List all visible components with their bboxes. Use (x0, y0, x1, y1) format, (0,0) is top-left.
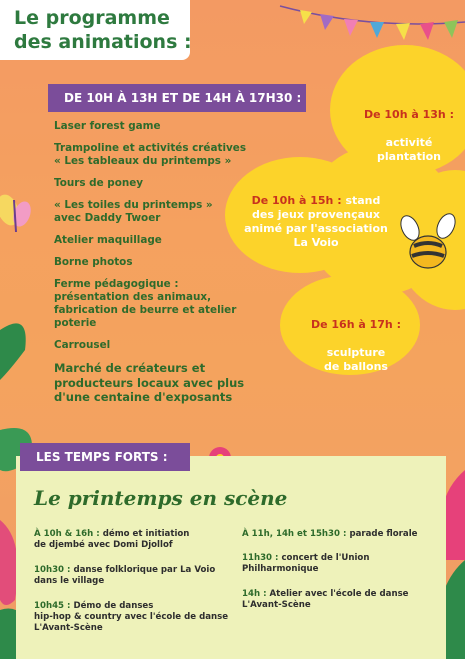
highlights-banner: LES TEMPS FORTS : (20, 443, 190, 471)
highlights-title: Le printemps en scène (34, 486, 288, 510)
event-item (34, 554, 234, 587)
leaf-shape (0, 323, 26, 380)
flower-item-ballons (296, 304, 416, 374)
event-text: concert de l'Union Philharmonique (242, 553, 370, 574)
event-text: Démo de danses hip-hop & country avec l'école de danse L'Avant-Scène (34, 601, 229, 633)
flower-item-plantation (350, 94, 465, 164)
bunting-flag (396, 23, 410, 40)
event-item (242, 578, 442, 611)
event-time: 14h : (242, 589, 267, 599)
event-item (242, 542, 442, 575)
event-item (34, 518, 234, 551)
flower-item-text: stand des jeux provençaux animé par l'association La Voio (244, 194, 388, 249)
butterfly-illustration (0, 192, 34, 232)
event-time: 10h30 : (34, 565, 71, 575)
flower-item-text: activité plantation (377, 136, 441, 163)
event-time: À 11h, 14h et 15h30 : (242, 529, 347, 539)
activity-list (54, 120, 300, 414)
list-item: Laser forest game (54, 120, 161, 132)
list-item: « Les toiles du printemps » avec Daddy Twoer (54, 199, 213, 224)
flower-item-text: sculpture de ballons (324, 346, 388, 373)
event-time: À 10h & 16h : (34, 529, 100, 539)
event-text: démo et initiation de djembé avec Domi Djollof (34, 529, 190, 550)
bunting-flag (444, 20, 458, 38)
event-item (34, 590, 244, 634)
bunting-flag (300, 10, 312, 24)
flower-item-time: De 10h à 13h : (363, 108, 454, 121)
bunting-flag (420, 22, 434, 40)
list-item: Tours de poney (54, 177, 144, 189)
flower-item-time: De 10h à 15h : (251, 194, 342, 207)
event-text: danse folklorique par La Voio dans le village (34, 565, 216, 586)
flower-item-jeux (236, 180, 396, 250)
list-item: Borne photos (54, 256, 133, 268)
page-title: Le programme des animations : (14, 7, 192, 53)
bunting-flag (370, 22, 384, 38)
hours-banner: DE 10H À 13H ET DE 14H À 17H30 : (48, 84, 306, 112)
event-text: parade florale (346, 529, 418, 539)
list-item: Trampoline et activités créatives « Les tableaux du printemps » (54, 142, 247, 167)
flower-item-time: De 16h à 17h : (310, 318, 401, 331)
list-item: Marché de créateurs et producteurs locaux avec plus d'une centaine d'exposants (54, 361, 245, 404)
list-item: Atelier maquillage (54, 234, 162, 246)
event-text: Atelier avec l'école de danse L'Avant-Scène (242, 589, 409, 610)
list-item: Ferme pédagogique : présentation des animaux, fabrication de beurre et atelier poterie (54, 278, 237, 329)
event-time: 11h30 : (242, 553, 279, 563)
bunting-flag (320, 14, 334, 30)
bunting-flag (344, 19, 358, 36)
event-item (242, 518, 442, 540)
event-time: 10h45 : (34, 601, 71, 611)
list-item: Carrousel (54, 339, 111, 351)
